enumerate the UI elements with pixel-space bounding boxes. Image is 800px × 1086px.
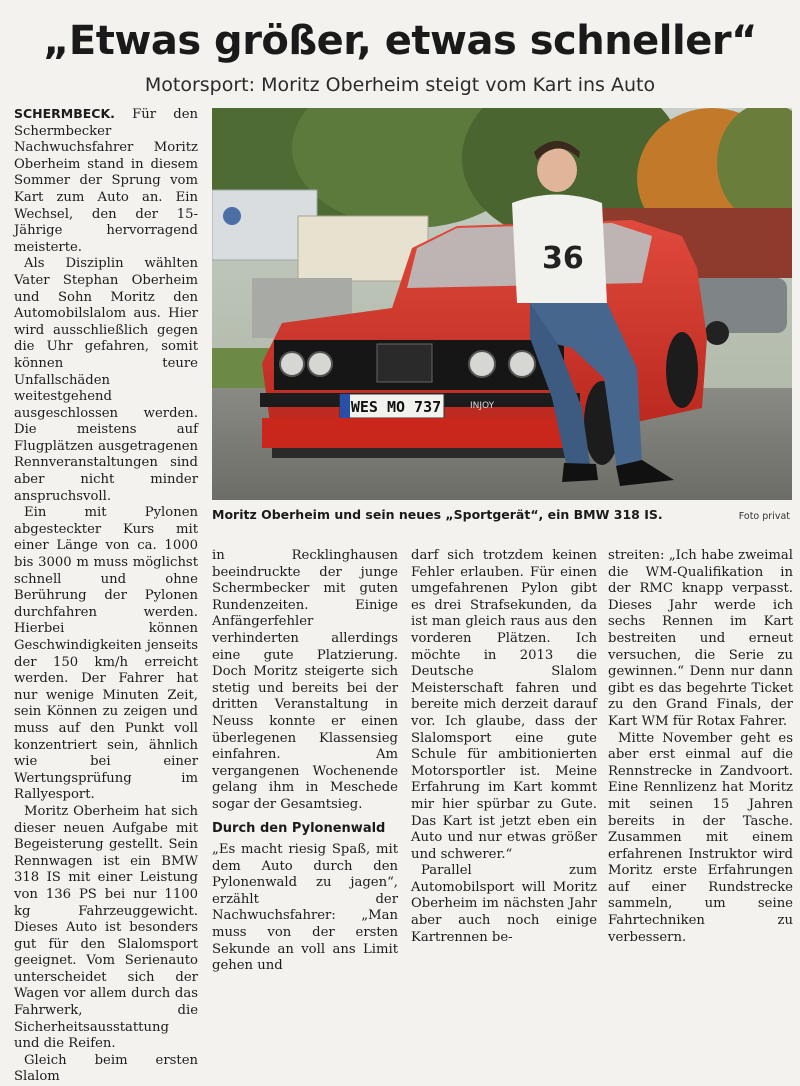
paragraph: Gleich beim ersten Slalom <box>14 1052 198 1085</box>
paragraph: streiten: „Ich habe zweimal die WM-Qualifikation in der RMC knapp verpasst. Dieses Jahr werde ich sechs Rennen im Kart bestreiten und erneut versuchen, die Serie zu gewinnen.“ Denn nur dann gibt es das begehrte Ticket zu den Grand Finals, der Kart WM für Rotax Fahrer. <box>608 548 793 729</box>
paragraph: Mitte November geht es aber erst einmal auf die Rennstrecke in Zandvoort. Eine Rennlizenz hat Moritz mit seinen 15 Jahren bereits in der Tasche. Zusammen mit einem erfahrenen Instruktor wird Moritz erste Erfahrungen auf einer Rundstrecke sammeln, um seine Fahrtechniken zu verbessern. <box>608 730 793 945</box>
paragraph: Ein mit Pylonen abgesteckter Kurs mit einer Länge von ca. 1000 bis 3000 m muss möglichst schnell und ohne Berührung der Pylonen durchfahren werden. Hierbei können Geschwindigkeiten jenseits der 150 km/h erreicht werden. Der Fahrer hat nur wenige Minuten Zeit, sein Können zu zeigen und muss auf den Punkt voll konzentriert sein, ähnlich wie bei einer Wertungsprüfung im Rallyesport. <box>14 505 198 803</box>
sweater-number: 36 <box>542 241 584 276</box>
paragraph: „Es macht riesig Spaß, mit dem Auto durch den Pylonenwald zu jagen“, erzählt der Nachwuchsfahrer: „Man muss von der ersten Sekunde an voll ans Limit gehen und <box>212 842 398 974</box>
license-plate-text: WES MO 737 <box>350 398 442 416</box>
dateline: SCHERMBECK. <box>14 106 115 121</box>
article-column-1 <box>14 106 198 1086</box>
section-subhead: Durch den Pylonenwald <box>212 820 386 836</box>
paragraph <box>14 106 198 256</box>
paragraph: in Recklinghausen beeindruckte der junge Schermbecker mit guten Rundenzeiten. Einige Anfängerfehler verhinderten allerdings eine gute Platzierung. Doch Moritz steigerte sich stetig und bereits bei der dritten Veranstaltung in Neuss konnte er einen überlegenen Klassensieg einfahren. Am vergangenen Wochenende gelang ihm in Meschede sogar der Gesamtsieg. <box>212 548 398 812</box>
article-photo <box>212 108 792 500</box>
article-column-2 <box>212 548 398 975</box>
sticker-text: INJOY <box>470 401 495 411</box>
paragraph: Als Disziplin wählten Vater Stephan Oberheim und Sohn Moritz den Automobilslalom aus. Hier wird ausschließlich gegen die Uhr gefahren, somit können teure Unfallschäden weitestgehend ausgeschlossen werden. Die meistens auf Flugplätzen ausgetragenen Rennveranstaltungen sind aber nicht minder anspruchsvoll. <box>14 256 198 504</box>
paragraph: Parallel zum Automobilsport will Moritz Oberheim im nächsten Jahr aber auch noch einige Kartrennen be- <box>411 863 597 945</box>
article-column-3 <box>411 548 597 946</box>
article-column-4 <box>608 548 793 946</box>
paragraph: darf sich trotzdem keinen Fehler erlauben. Für einen umgefahrenen Pylon gibt es drei Strafsekunden, da ist man gleich raus aus den vorderen Plätzen. Ich möchte in 2013 die Deutsche Slalom Meisterschaft fahren und bereite mich derzeit darauf vor. Ich glaube, dass der Slalomsport eine gute Schule für ambitionierten Motorsportler ist. Meine Erfahrung im Kart kommt mir hier spürbar zu Gute. Das Kart ist jetzt eben ein Auto und nur etwas größer und schwerer.“ <box>411 548 597 862</box>
subheadline: Motorsport: Moritz Oberheim steigt vom Kart ins Auto <box>144 74 656 96</box>
headline: „Etwas größer, etwas schneller“ <box>43 18 757 64</box>
photo-credit: Foto privat <box>738 511 790 522</box>
photo-caption: Moritz Oberheim und sein neues „Sportgerät“, ein BMW 318 IS. <box>212 507 663 522</box>
paragraph: Moritz Oberheim hat sich dieser neuen Aufgabe mit Begeisterung gestellt. Sein Rennwagen ist ein BMW 318 IS mit einer Leistung von 136 PS bei nur 1100 kg Fahrzeuggewicht. Dieses Auto ist besonders gut für den Slalomsport geeignet. Vom Serienauto unterscheidet sich der Wagen vor allem durch das Fahrwerk, die Sicherheitsausstattung und die Reifen. <box>14 803 198 1052</box>
paragraph-text: Für den Schermbecker Nachwuchsfahrer Moritz Oberheim stand in diesem Sommer der Sprung vom Kart zum Auto an. Ein Wechsel, den der 15-Jährige hervorragend meisterte. <box>14 107 198 255</box>
